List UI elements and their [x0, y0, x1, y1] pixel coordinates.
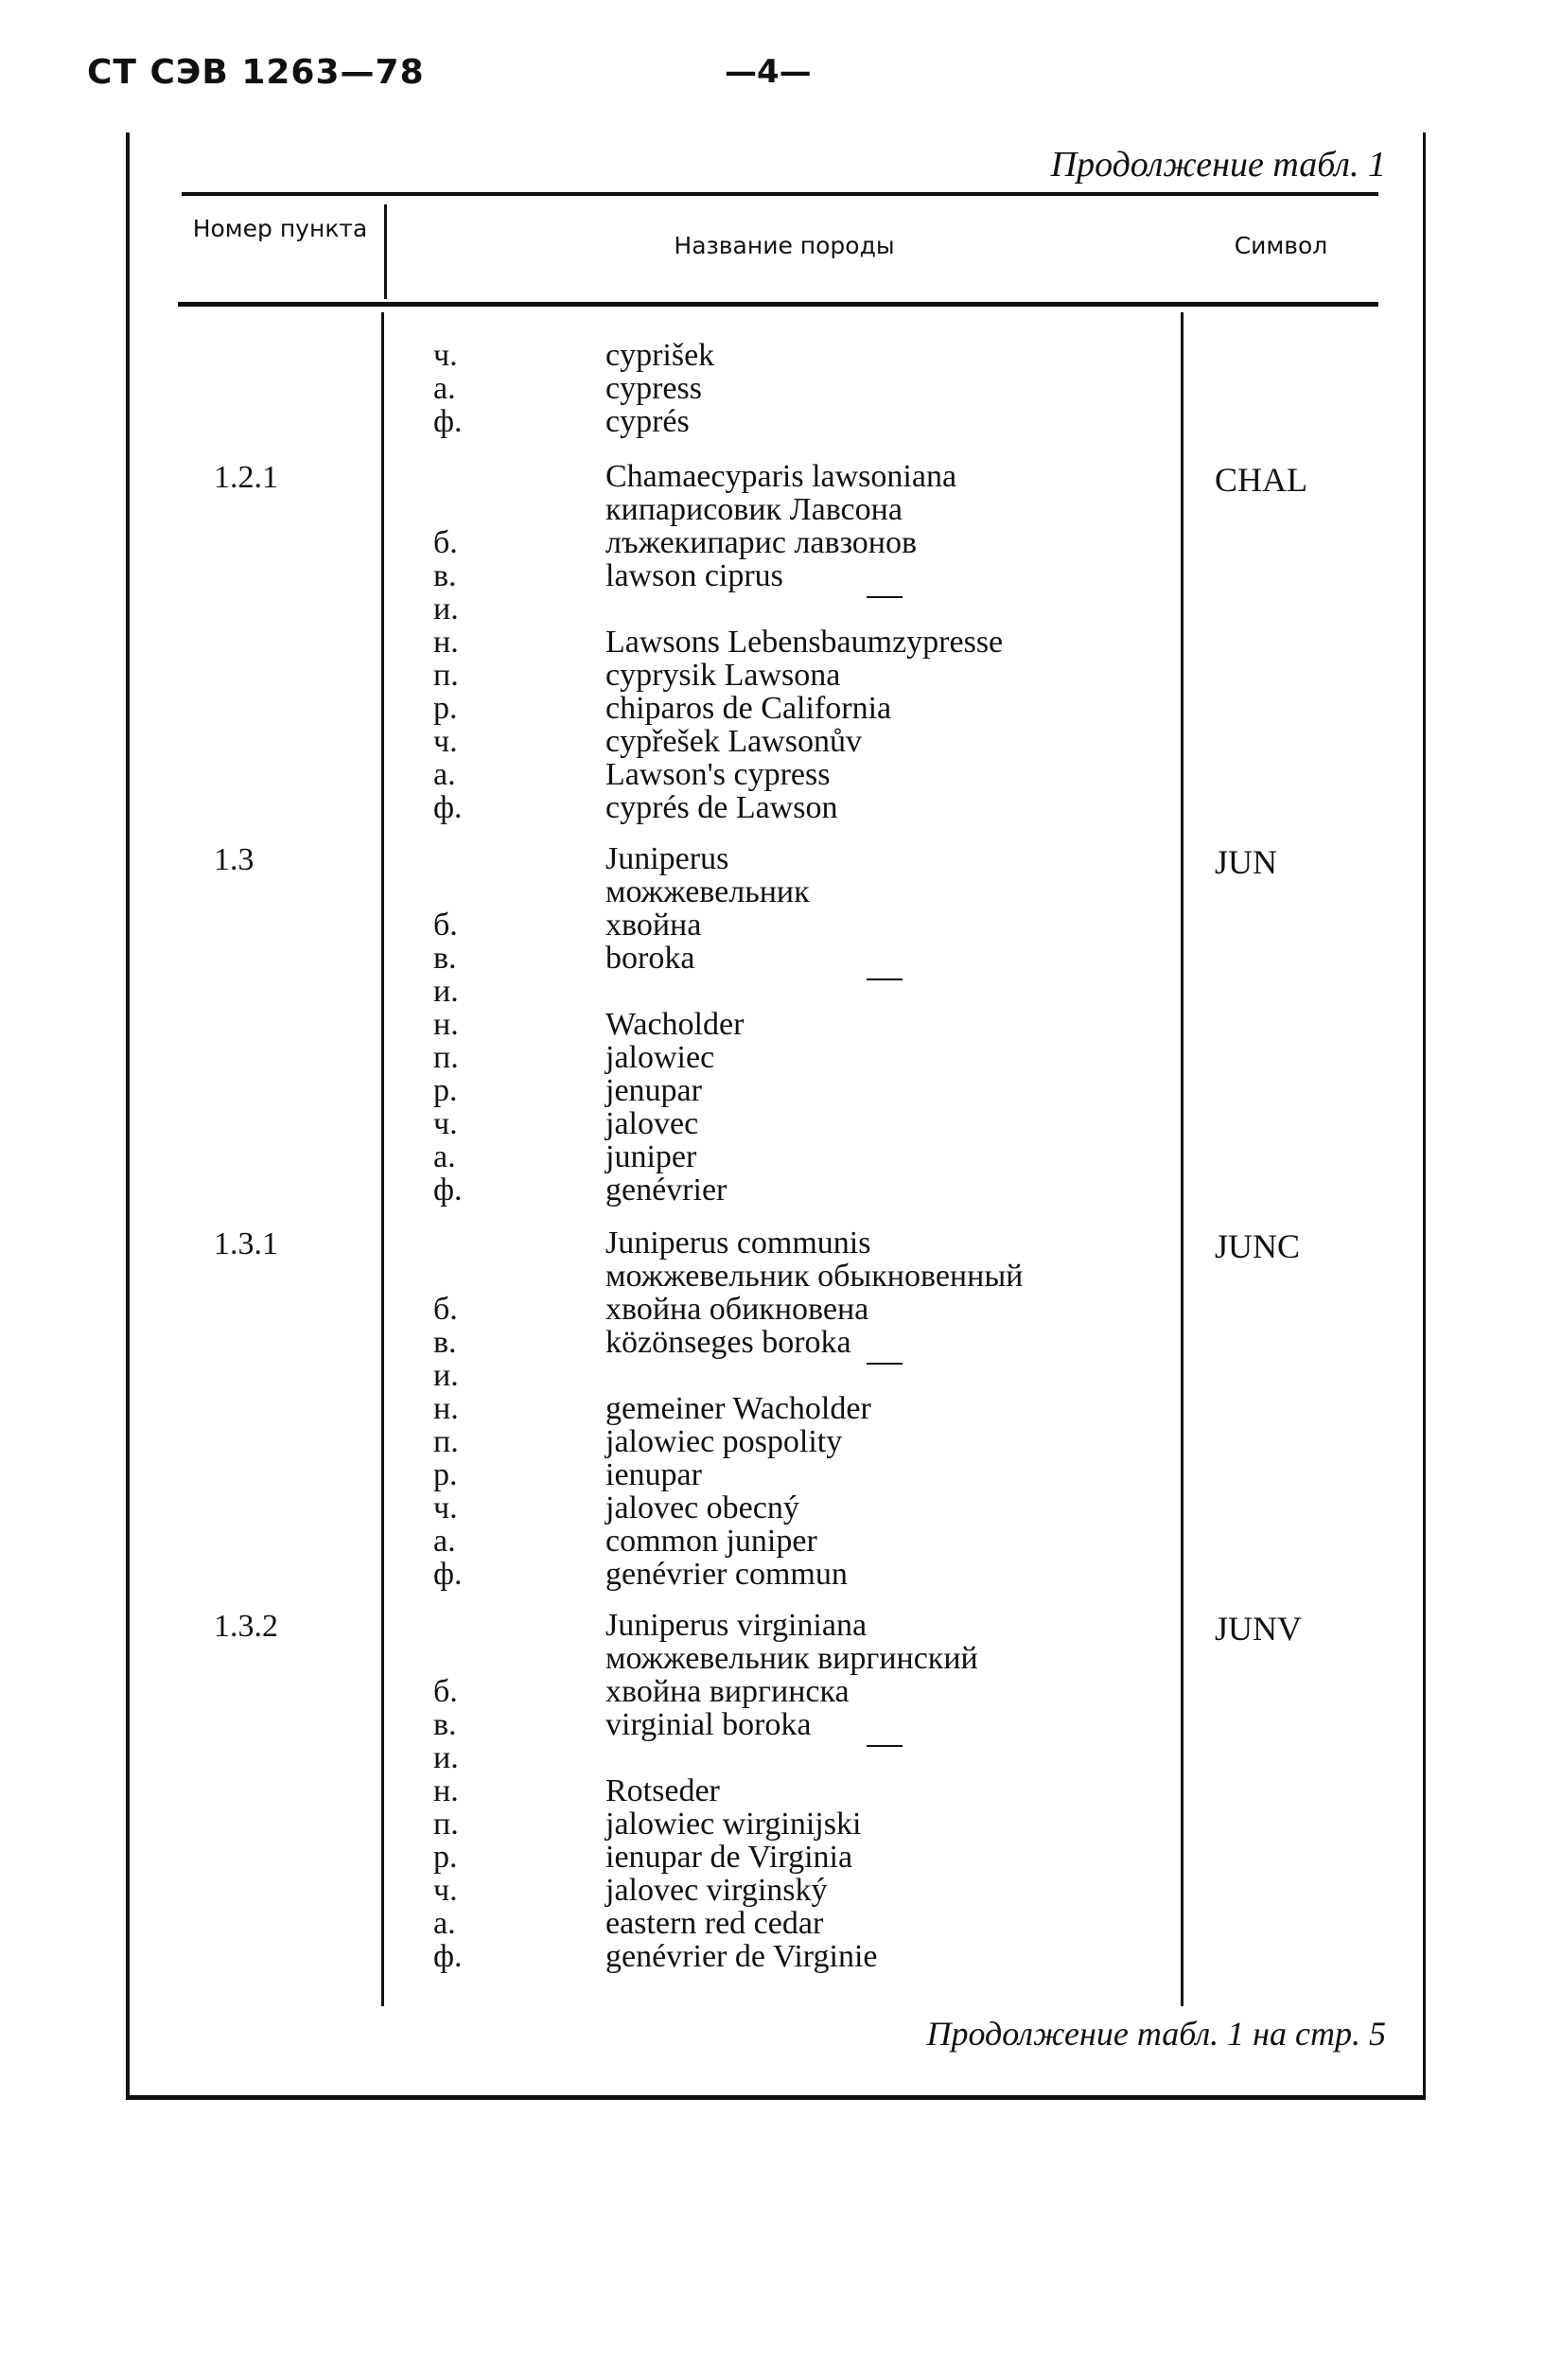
- species-name: juniper: [605, 1139, 697, 1174]
- species-name: cyprišek: [605, 338, 715, 373]
- entry-number: 1.2.1: [214, 460, 278, 495]
- entry-number: 1.3: [214, 842, 254, 877]
- table-frame-right: [1423, 132, 1426, 2099]
- language-code: п.: [433, 1807, 459, 1842]
- document-code: СТ СЭВ 1263—78: [87, 53, 425, 92]
- language-code: н.: [433, 1773, 459, 1808]
- column-header-number: Номер пункта: [192, 215, 368, 242]
- species-name: Juniperus communis: [605, 1225, 871, 1261]
- language-code: в.: [433, 558, 457, 593]
- language-code: н.: [433, 1007, 459, 1042]
- language-code: б.: [433, 525, 458, 560]
- species-name: можжевельник виргинский: [605, 1641, 978, 1676]
- no-name-dash: [867, 978, 903, 980]
- language-code: р.: [433, 1073, 458, 1108]
- entry-symbol: CHAL: [1215, 461, 1307, 499]
- species-name: можжевельник: [605, 874, 810, 909]
- language-code: п.: [433, 1424, 459, 1459]
- symbol-column-divider: [1181, 312, 1184, 2006]
- language-code: а.: [433, 1906, 456, 1941]
- species-name: Rotseder: [605, 1773, 720, 1808]
- table-frame-bottom: [126, 2095, 1426, 2100]
- language-code: ф.: [433, 1172, 463, 1208]
- language-code: р.: [433, 1840, 458, 1875]
- species-name: common juniper: [605, 1524, 817, 1559]
- species-name: genévrier: [605, 1172, 728, 1208]
- species-name: jalowiec wirginijski: [605, 1807, 862, 1842]
- species-name: közönseges boroka: [605, 1325, 851, 1360]
- species-name: eastern red cedar: [605, 1906, 824, 1941]
- species-name: cyprés: [605, 404, 690, 439]
- page-number: —4—: [725, 53, 812, 91]
- species-name: Lawson's cypress: [605, 757, 831, 792]
- language-code: р.: [433, 691, 458, 726]
- entry-symbol: JUN: [1215, 843, 1278, 881]
- no-name-dash: [867, 1363, 903, 1365]
- species-name: Chamaecyparis lawsoniana: [605, 459, 957, 494]
- table-top-rule: [182, 192, 1378, 196]
- language-code: р.: [433, 1457, 458, 1492]
- species-name: genévrier commun: [605, 1557, 848, 1592]
- language-code: ч.: [433, 338, 458, 373]
- language-code: н.: [433, 625, 459, 660]
- no-name-dash: [867, 1745, 903, 1747]
- number-column-divider: [381, 312, 384, 2006]
- column-header-symbol: Символ: [1234, 232, 1328, 259]
- species-name: Wacholder: [605, 1007, 745, 1042]
- language-code: в.: [433, 941, 457, 976]
- language-code: в.: [433, 1325, 457, 1360]
- species-name: хвойна виргинска: [605, 1674, 850, 1709]
- column-header-name: Название породы: [674, 232, 895, 259]
- table-frame-left: [126, 132, 130, 2099]
- species-name: boroka: [605, 941, 695, 976]
- language-code: н.: [433, 1391, 459, 1426]
- species-name: jalovec obecný: [605, 1490, 799, 1525]
- language-code: а.: [433, 757, 456, 792]
- language-code: ф.: [433, 1557, 463, 1592]
- language-code: и.: [433, 1358, 459, 1393]
- species-name: cyprysik Lawsona: [605, 658, 841, 693]
- language-code: б.: [433, 1292, 458, 1327]
- species-name: lawson ciprus: [605, 558, 783, 593]
- language-code: и.: [433, 591, 459, 626]
- no-name-dash: [867, 596, 903, 598]
- species-name: jenupar: [605, 1073, 702, 1108]
- language-code: п.: [433, 658, 459, 693]
- language-code: б.: [433, 1674, 458, 1709]
- language-code: и.: [433, 974, 459, 1009]
- species-name: ienupar: [605, 1457, 702, 1492]
- language-code: ч.: [433, 1490, 458, 1525]
- species-name: genévrier de Virginie: [605, 1939, 878, 1974]
- species-name: jalowiec: [605, 1040, 715, 1075]
- entry-symbol: JUNV: [1215, 1610, 1303, 1648]
- species-name: Juniperus virginiana: [605, 1608, 868, 1643]
- language-code: в.: [433, 1707, 457, 1742]
- species-name: хвойна обикновена: [605, 1292, 869, 1327]
- language-code: и.: [433, 1740, 459, 1775]
- table-header-rule: [178, 302, 1378, 307]
- language-code: ч.: [433, 1873, 458, 1908]
- species-name: virginial boroka: [605, 1707, 812, 1742]
- header-divider: [384, 204, 387, 299]
- species-name: jalowiec pospolity: [605, 1424, 843, 1459]
- language-code: ч.: [433, 724, 458, 759]
- species-name: хвойна: [605, 908, 702, 943]
- species-name: Juniperus: [605, 841, 729, 876]
- language-code: ф.: [433, 1939, 463, 1974]
- species-name: ienupar de Virginia: [605, 1840, 853, 1875]
- continuation-note-top: Продолжение табл. 1: [1050, 145, 1386, 185]
- language-code: ф.: [433, 790, 463, 825]
- entry-symbol: JUNC: [1215, 1227, 1301, 1265]
- language-code: а.: [433, 371, 456, 406]
- species-name: кипарисовик Лавсона: [605, 492, 903, 527]
- species-name: chiparos de California: [605, 691, 892, 726]
- species-name: можжевельник обыкновенный: [605, 1259, 1024, 1294]
- language-code: а.: [433, 1139, 456, 1174]
- species-name: jalovec: [605, 1106, 699, 1141]
- language-code: б.: [433, 908, 458, 943]
- language-code: ч.: [433, 1106, 458, 1141]
- continuation-note-bottom: Продолжение табл. 1 на стр. 5: [926, 2015, 1386, 2053]
- language-code: ф.: [433, 404, 463, 439]
- language-code: п.: [433, 1040, 459, 1075]
- species-name: cypřešek Lawsonův: [605, 724, 862, 759]
- species-name: gemeiner Wacholder: [605, 1391, 871, 1426]
- species-name: лъжекипарис лавзонов: [605, 525, 918, 560]
- species-name: cypress: [605, 371, 702, 406]
- species-name: cyprés de Lawson: [605, 790, 838, 825]
- species-name: Lawsons Lebensbaumzypresse: [605, 625, 1004, 660]
- entry-number: 1.3.2: [214, 1609, 278, 1644]
- entry-number: 1.3.1: [214, 1226, 278, 1261]
- language-code: а.: [433, 1524, 456, 1559]
- species-name: jalovec virginský: [605, 1873, 828, 1908]
